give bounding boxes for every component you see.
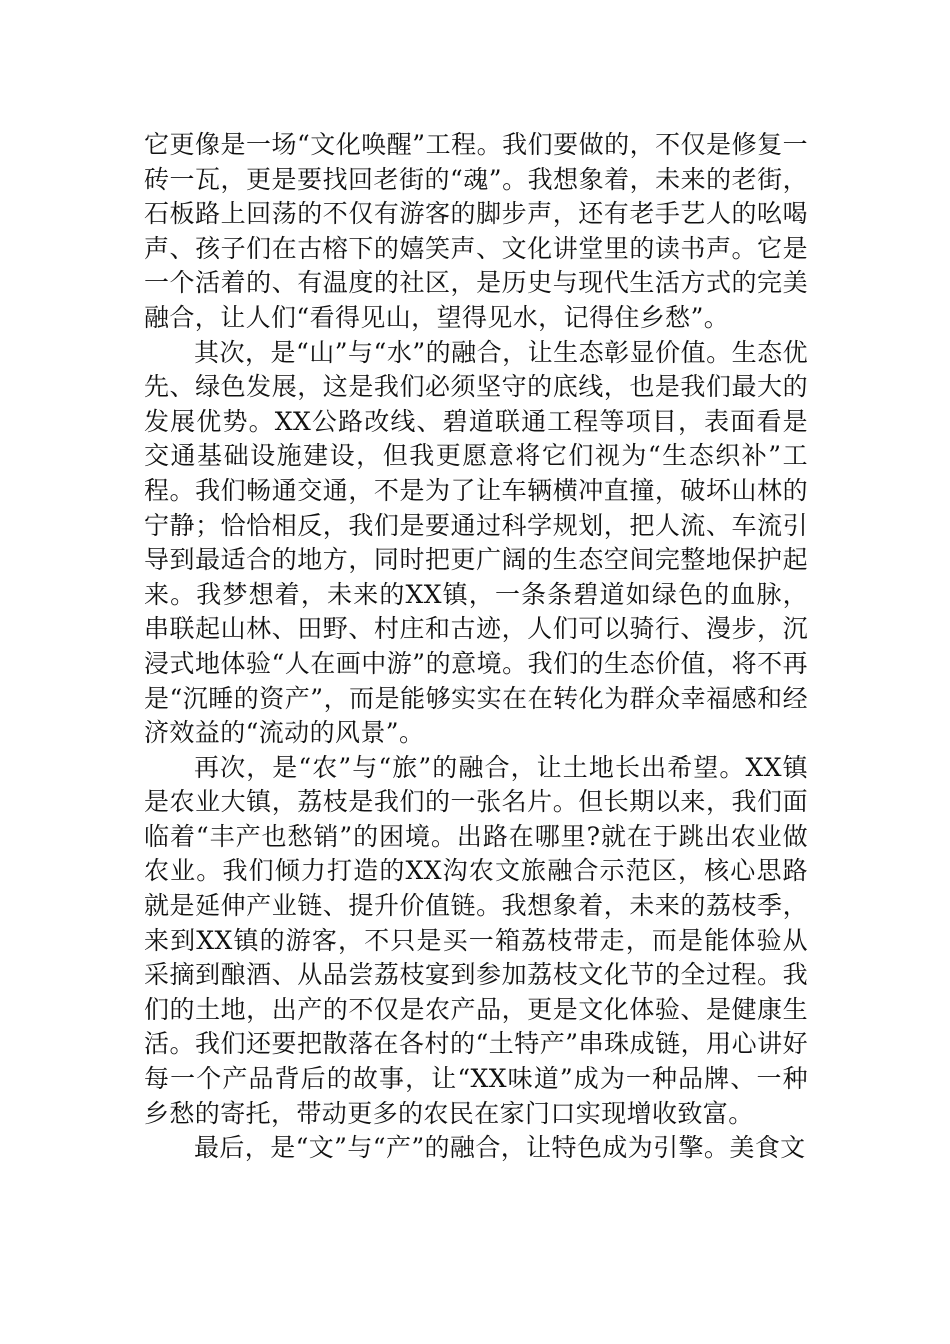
- paragraph-mountain-water: 其次，是“山”与“水”的融合，让生态彰显价值。生态优先、绿色发展，这是我们必须坚守的底线，也是我们最大的发展优势。XX公路改线、碧道联通工程等项目，表面看是交通基础设施建设，但我更愿意将它们视为“生态织补”工程。我们畅通交通，不是为了让车辆横冲直撞，破坏山林的宁静；恰恰相反，我们是要通过科学规划，把人流、车流引导到最适合的地方，同时把更广阔的生态空间完整地保护起来。我梦想着，未来的XX镇，一条条碧道如绿色的血脉，串联起山林、田野、村庄和古迹，人们可以骑行、漫步，沉浸式地体验“人在画中游”的意境。我们的生态价值，将不再是“沉睡的资产”，而是能够实实在在转化为群众幸福感和经济效益的“流动的风景”。: [144, 337, 808, 748]
- document-body: [144, 128, 808, 1166]
- paragraph-agriculture-tourism: 再次，是“农”与“旅”的融合，让土地长出希望。XX镇是农业大镇，荔枝是我们的一张名片。但长期以来，我们面临着“丰产也愁销”的困境。出路在哪里?就在于跳出农业做农业。我们倾力打造的XX沟农文旅融合示范区，核心思路就是延伸产业链、提升价值链。我想象着，未来的荔枝季，来到XX镇的游客，不只是买一箱荔枝带走，而是能体验从采摘到酿酒、从品尝荔枝宴到参加荔枝文化节的全过程。我们的土地，出产的不仅是农产品，更是文化体验、是健康生活。我们还要把散落在各村的“土特产”串珠成链，用心讲好每一个产品背后的故事，让“XX味道”成为一种品牌、一种乡愁的寄托，带动更多的农民在家门口实现增收致富。: [144, 752, 808, 1128]
- paragraph-culture-awakening: 它更像是一场“文化唤醒”工程。我们要做的，不仅是修复一砖一瓦，更是要找回老街的“魂”。我想象着，未来的老街，石板路上回荡的不仅有游客的脚步声，还有老手艺人的吆喝声、孩子们在古榕下的嬉笑声、文化讲堂里的读书声。它是一个活着的、有温度的社区，是历史与现代生活方式的完美融合，让人们“看得见山，望得见水，记得住乡愁”。: [144, 130, 808, 332]
- paragraph-culture-industry: 最后，是“文”与“产”的融合，让特色成为引擎。美食文: [194, 1133, 806, 1163]
